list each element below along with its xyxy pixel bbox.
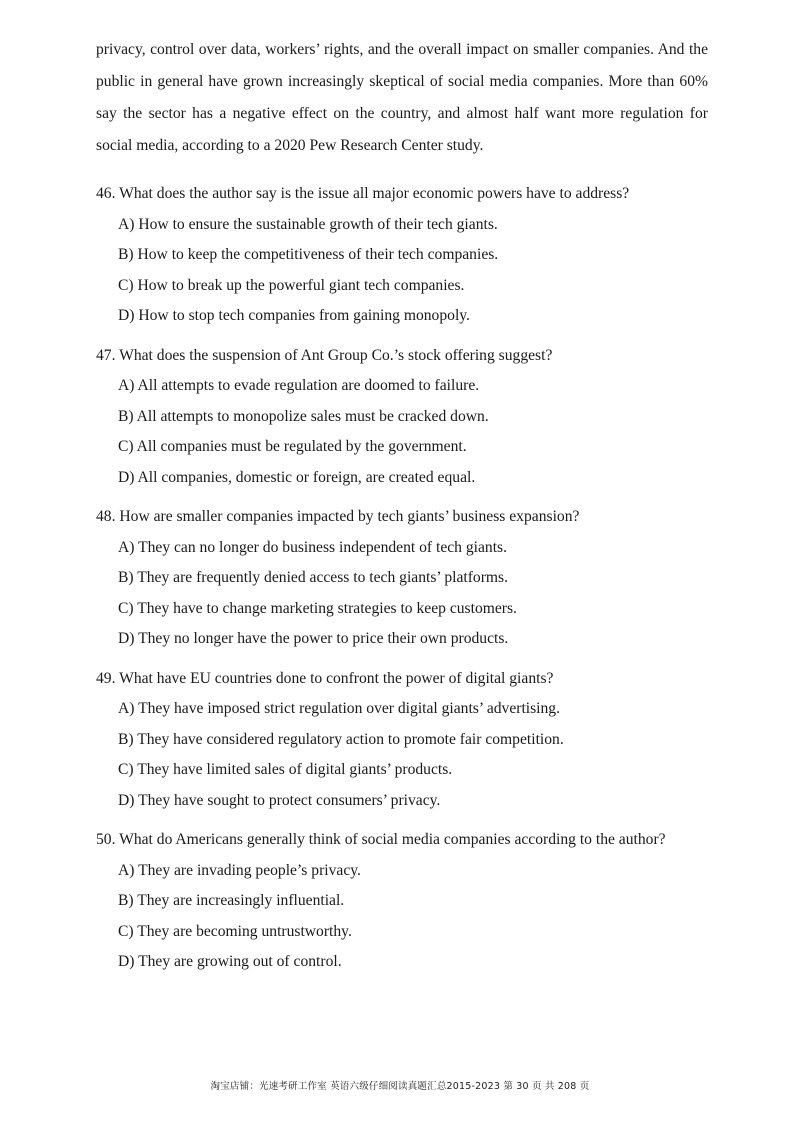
- question-stem: 47. What does the suspension of Ant Group Co.’s stock offering suggest?: [96, 346, 553, 364]
- question-stem: 50. What do Americans generally think of social media companies according to the author?: [96, 831, 666, 848]
- option-d: D) All companies, domestic or foreign, are created equal.: [118, 468, 476, 486]
- option-b: B) They have considered regulatory action to promote fair competition.: [118, 730, 564, 748]
- option-b: B) How to keep the competitiveness of their tech companies.: [118, 246, 499, 263]
- question-50: [96, 825, 716, 978]
- question-list: [96, 179, 716, 987]
- option-d: D) They have sought to protect consumers’ privacy.: [118, 791, 441, 809]
- option-d: D) They are growing out of control.: [118, 953, 342, 970]
- option-d: D) How to stop tech companies from gaining monopoly.: [118, 307, 470, 324]
- option-b: B) They are increasingly influential.: [118, 892, 345, 909]
- option-a: A) They are invading people’s privacy.: [118, 861, 361, 879]
- question-49: [96, 664, 716, 817]
- question-47: [96, 341, 716, 494]
- option-a: A) How to ensure the sustainable growth of their tech giants.: [118, 215, 498, 233]
- option-a: A) All attempts to evade regulation are doomed to failure.: [118, 377, 480, 394]
- question-stem: 46. What does the author say is the issue all major economic powers have to address?: [96, 185, 630, 202]
- option-c: C) They have to change marketing strategies to keep customers.: [118, 599, 517, 617]
- question-46: [96, 179, 716, 332]
- option-d: D) They no longer have the power to price their own products.: [118, 630, 509, 647]
- option-b: B) They are frequently denied access to tech giants’ platforms.: [118, 569, 508, 586]
- option-c: C) All companies must be regulated by the government.: [118, 438, 467, 455]
- question-48: [96, 502, 716, 655]
- option-b: B) All attempts to monopolize sales must be cracked down.: [118, 407, 489, 425]
- page-footer: 淘宝店铺：光速考研工作室 英语六级仔细阅读真题汇总2015-2023 第 30 页 共 208 页: [210, 1081, 590, 1092]
- question-stem: 49. What have EU countries done to confront the power of digital giants?: [96, 669, 554, 687]
- passage-text: privacy, control over data, workers’ rights, and the overall impact on smaller companies. And the public in general have grown increasingly skeptical of social media companies. More than 60% say the sector has a negative effect on the country, and almost half want more regulation for social media, according to a 2020 Pew Research Center study.: [96, 41, 708, 154]
- question-stem: 48. How are smaller companies impacted by tech giants’ business expansion?: [96, 508, 580, 525]
- option-a: A) They have imposed strict regulation over digital giants’ advertising.: [118, 700, 560, 717]
- option-c: C) How to break up the powerful giant tech companies.: [118, 276, 465, 294]
- option-c: C) They are becoming untrustworthy.: [118, 922, 352, 940]
- option-a: A) They can no longer do business independent of tech giants.: [118, 538, 508, 556]
- option-c: C) They have limited sales of digital giants’ products.: [118, 761, 453, 778]
